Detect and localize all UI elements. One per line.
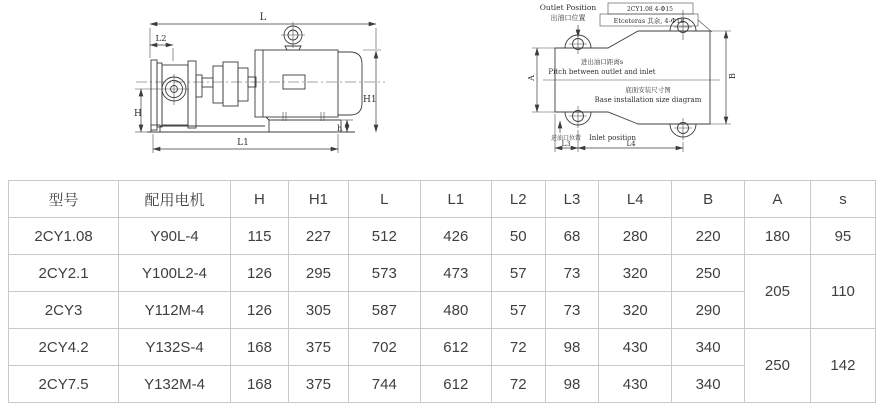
table-cell: 168 — [230, 329, 288, 366]
pump-shaft — [202, 78, 213, 87]
table-cell: 480 — [420, 292, 491, 329]
pump-assembly-diagram — [133, 4, 398, 169]
table-head — [9, 181, 876, 218]
table-cell: 57 — [491, 292, 545, 329]
table-cell: 2CY2.1 — [9, 255, 119, 292]
dim-label-B: B — [728, 73, 737, 79]
table-cell: 250 — [672, 255, 745, 292]
dim-label-L2: L2 — [155, 34, 167, 44]
table-cell: 110 — [810, 255, 875, 329]
pitch-label-en: Pitch between outlet and inlet — [548, 68, 656, 76]
table-cell: Y132M-4 — [119, 366, 231, 403]
table-cell: 280 — [599, 218, 672, 255]
table-cell: 320 — [599, 255, 672, 292]
dim-label-L4: L4 — [626, 140, 636, 148]
table-body — [9, 218, 876, 403]
column-header: 配用电机 — [119, 181, 231, 218]
coupling — [223, 62, 238, 106]
dimension-table — [8, 180, 876, 403]
column-header: A — [744, 181, 810, 218]
motor-body — [255, 50, 338, 117]
table-cell: 2CY4.2 — [9, 329, 119, 366]
dim-label-A: A — [527, 75, 536, 81]
table-cell: 220 — [672, 218, 745, 255]
table-row — [9, 218, 876, 255]
table-cell: 305 — [289, 292, 349, 329]
table-cell: 142 — [810, 329, 875, 403]
column-header: L1 — [420, 181, 491, 218]
table-cell: 426 — [420, 218, 491, 255]
table-cell: 744 — [348, 366, 420, 403]
table-cell: 180 — [744, 218, 810, 255]
table-cell: 168 — [230, 366, 288, 403]
dim-label-H1: H1 — [363, 95, 377, 105]
table-cell: 290 — [672, 292, 745, 329]
inlet-position-label-en: Inlet position — [589, 134, 636, 142]
motor-end-cap — [338, 52, 362, 115]
table-cell: 375 — [289, 366, 349, 403]
column-header: 型号 — [9, 181, 119, 218]
column-header: L3 — [545, 181, 599, 218]
base-installation-diagram — [505, 0, 770, 172]
table-cell: 57 — [491, 255, 545, 292]
pump-flange — [151, 60, 157, 130]
table-cell: 612 — [420, 366, 491, 403]
diagrams-strip — [0, 0, 881, 178]
table-cell: 72 — [491, 329, 545, 366]
dim-label-L1: L1 — [237, 138, 249, 148]
table-cell: 250 — [744, 329, 810, 403]
table-cell: 73 — [545, 292, 599, 329]
table-cell: 95 — [810, 218, 875, 255]
table-cell: 473 — [420, 255, 491, 292]
column-header: s — [810, 181, 875, 218]
outlet-position-label-zh: 出油口位置 — [550, 14, 586, 22]
table-cell: 702 — [348, 329, 420, 366]
table-cell: 612 — [420, 329, 491, 366]
table-cell: 205 — [744, 255, 810, 329]
table-cell: 2CY1.08 — [9, 218, 119, 255]
table-cell: Y100L2-4 — [119, 255, 231, 292]
dim-label-h: h — [337, 124, 343, 134]
inlet-position-label-zh: 进油口位置 — [551, 135, 582, 142]
table-cell: 573 — [348, 255, 420, 292]
dim-label-L3: L3 — [561, 140, 571, 148]
table-cell: 587 — [348, 292, 420, 329]
table-cell: 340 — [672, 329, 745, 366]
table-cell: 115 — [230, 218, 288, 255]
table-cell: 227 — [289, 218, 349, 255]
base-diagram-label-zh: 底面安装尺寸图 — [625, 86, 671, 94]
column-header: L — [348, 181, 420, 218]
table-cell: 126 — [230, 255, 288, 292]
header-row — [9, 181, 876, 218]
table-cell: 430 — [599, 329, 672, 366]
table-cell: 320 — [599, 292, 672, 329]
table-cell: 512 — [348, 218, 420, 255]
table-cell: Y90L-4 — [119, 218, 231, 255]
outlet-position-label-en: Outlet Position — [539, 3, 597, 12]
table-cell: 50 — [491, 218, 545, 255]
table-cell: 73 — [545, 255, 599, 292]
dim-label-L: L — [259, 12, 267, 23]
column-header: L2 — [491, 181, 545, 218]
table-row — [9, 329, 876, 366]
table-cell: 2CY7.5 — [9, 366, 119, 403]
column-header: H — [230, 181, 288, 218]
table-cell: Y132S-4 — [119, 329, 231, 366]
table-cell: 2CY3 — [9, 292, 119, 329]
table-cell: 68 — [545, 218, 599, 255]
column-header: L4 — [599, 181, 672, 218]
table-cell: 295 — [289, 255, 349, 292]
callout-model-text: 2CY1.08 4-Φ15 — [626, 6, 674, 13]
table-cell: 98 — [545, 366, 599, 403]
table-cell: 98 — [545, 329, 599, 366]
table-cell: 72 — [491, 366, 545, 403]
column-header: B — [672, 181, 745, 218]
table-row — [9, 255, 876, 292]
table-cell: 340 — [672, 366, 745, 403]
table-cell: 375 — [289, 329, 349, 366]
pump-foot — [151, 125, 160, 132]
column-header: H1 — [289, 181, 349, 218]
table-cell: 126 — [230, 292, 288, 329]
dim-label-H: H — [134, 109, 142, 119]
callout-etc-text: Etceteras 其余, 4-Φ18 — [613, 17, 685, 25]
base-diagram-label-en: Base installation size diagram — [594, 96, 702, 104]
table-cell: Y112M-4 — [119, 292, 231, 329]
table-cell: 430 — [599, 366, 672, 403]
pitch-label-zh: 进出油口距离s — [580, 58, 624, 66]
